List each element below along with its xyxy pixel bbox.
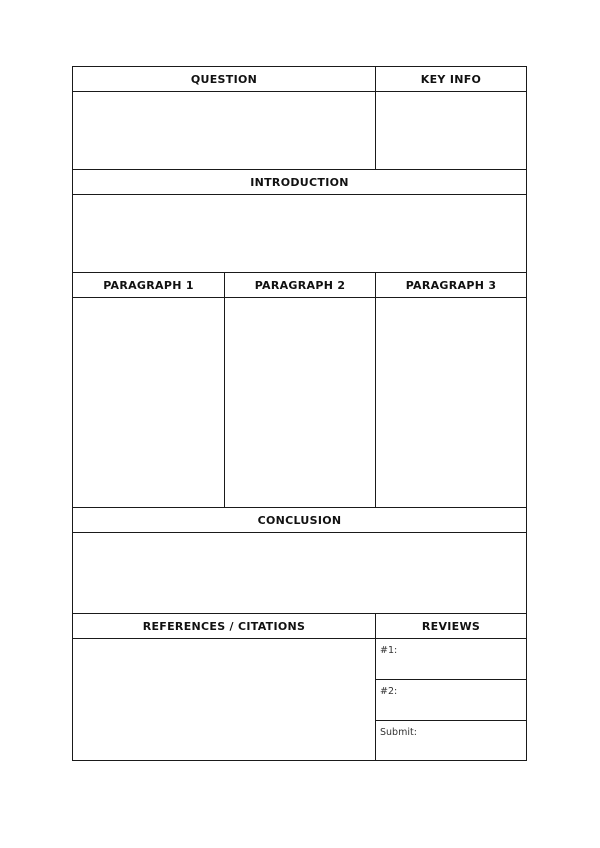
paragraph-2-header-label: PARAGRAPH 2 xyxy=(254,278,346,292)
references-header-label: REFERENCES / CITATIONS xyxy=(142,619,306,633)
review-2-label: #2: xyxy=(380,686,398,697)
submit-field[interactable] xyxy=(375,720,527,761)
introduction-box[interactable] xyxy=(72,194,527,273)
paragraph-2-box[interactable] xyxy=(224,297,376,508)
submit-label: Submit: xyxy=(380,727,417,738)
paragraph-3-header-label: PARAGRAPH 3 xyxy=(405,278,497,292)
paragraph-2-header xyxy=(224,272,376,298)
question-box[interactable] xyxy=(72,91,376,170)
conclusion-header xyxy=(72,507,527,533)
introduction-header xyxy=(72,169,527,195)
introduction-header-label: INTRODUCTION xyxy=(250,175,349,189)
review-1-field[interactable] xyxy=(375,638,527,680)
review-1-label: #1: xyxy=(380,645,398,656)
question-header xyxy=(72,66,376,92)
review-2-field[interactable] xyxy=(375,679,527,721)
paragraph-3-box[interactable] xyxy=(375,297,527,508)
key-info-box[interactable] xyxy=(375,91,527,170)
question-header-label: QUESTION xyxy=(190,72,258,86)
paragraph-1-header xyxy=(72,272,225,298)
key-info-header-label: KEY INFO xyxy=(420,72,482,86)
paragraph-3-header xyxy=(375,272,527,298)
paragraph-1-header-label: PARAGRAPH 1 xyxy=(103,278,194,292)
conclusion-box[interactable] xyxy=(72,532,527,614)
references-header xyxy=(72,613,376,639)
paragraph-1-box[interactable] xyxy=(72,297,225,508)
reviews-header xyxy=(375,613,527,639)
reviews-header-label: REVIEWS xyxy=(421,619,481,633)
key-info-header xyxy=(375,66,527,92)
conclusion-header-label: CONCLUSION xyxy=(257,513,342,527)
references-box[interactable] xyxy=(72,638,376,761)
